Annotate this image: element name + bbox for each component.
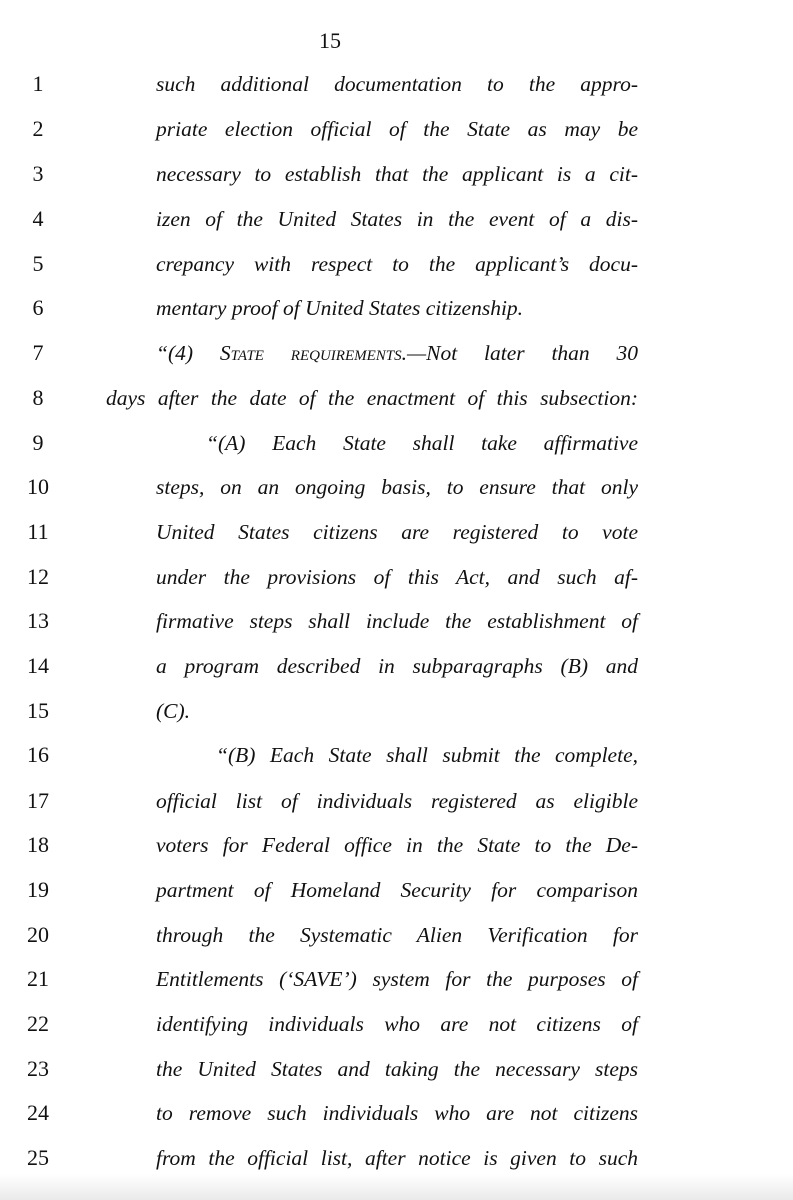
bottom-shadow — [0, 1174, 793, 1200]
line-text: necessary to establish that the applicant is a cit- — [156, 162, 638, 186]
text-line — [0, 159, 793, 189]
line-number: 10 — [27, 474, 49, 499]
text-line — [0, 920, 793, 950]
line-number: 12 — [27, 564, 49, 589]
text-line — [0, 1009, 793, 1039]
text-line — [0, 606, 793, 636]
line-number: 5 — [32, 251, 44, 276]
text-line — [0, 517, 793, 547]
line-number: 20 — [27, 922, 49, 947]
line-number: 3 — [32, 161, 44, 186]
line-number: 2 — [32, 116, 44, 141]
text-line — [0, 562, 793, 592]
text-line — [0, 204, 793, 234]
line-number: 6 — [32, 295, 44, 320]
text-line — [0, 69, 793, 99]
line-text: voters for Federal office in the State to the De- — [156, 833, 638, 857]
line-text: such additional documentation to the appro- — [156, 72, 638, 96]
line-text: “(A) Each State shall take affirmative — [206, 431, 638, 455]
line-number: 8 — [32, 385, 44, 410]
line-number: 24 — [27, 1100, 49, 1125]
text-line — [0, 875, 793, 905]
line-text: (C). — [156, 699, 191, 723]
text-line — [0, 383, 793, 413]
text-line — [0, 740, 793, 770]
line-number: 18 — [27, 832, 49, 857]
text-line — [0, 1098, 793, 1128]
line-text: “(B) Each State shall submit the complete, — [216, 743, 638, 767]
text-line — [0, 472, 793, 502]
line-number: 7 — [32, 340, 44, 365]
line-text: izen of the United States in the event of a dis- — [156, 207, 638, 231]
line-number: 14 — [27, 653, 49, 678]
section-heading: State requirements — [219, 341, 402, 365]
line-text: a program described in subparagraphs (B) and — [156, 654, 638, 678]
line-number: 11 — [27, 519, 49, 544]
line-number: 15 — [27, 698, 49, 723]
text-line — [0, 830, 793, 860]
line-text: official list of individuals registered as eligible — [156, 789, 638, 813]
text-line — [0, 338, 793, 368]
heading-continuation: .—Not later than 30 — [401, 341, 639, 365]
line-text: days after the date of the enactment of this subsection: — [106, 386, 638, 410]
text-line — [0, 1054, 793, 1084]
line-text: through the Systematic Alien Verification for — [156, 923, 638, 947]
line-number: 4 — [32, 206, 44, 231]
line-number: 17 — [27, 788, 49, 813]
line-number: 1 — [32, 71, 44, 96]
line-text-section-heading — [156, 338, 638, 368]
line-text: identifying individuals who are not citizens of — [156, 1012, 638, 1036]
text-line — [0, 786, 793, 816]
line-text: Entitlements (‘SAVE’) system for the purposes of — [156, 967, 638, 991]
line-number: 13 — [27, 608, 49, 633]
line-number: 23 — [27, 1056, 49, 1081]
text-line — [0, 114, 793, 144]
line-number: 16 — [27, 742, 49, 767]
line-text: priate election official of the State as may be — [156, 117, 638, 141]
page-number: 15 — [319, 28, 341, 53]
quote-prefix: “(4) — [156, 341, 220, 365]
line-text: United States citizens are registered to vote — [156, 520, 638, 544]
line-text: the United States and taking the necessary steps — [156, 1057, 638, 1081]
text-line — [0, 651, 793, 681]
line-text: partment of Homeland Security for comparison — [156, 878, 638, 902]
line-text: under the provisions of this Act, and such af- — [156, 565, 638, 589]
line-text: from the official list, after notice is given to such — [156, 1146, 638, 1170]
text-line — [0, 964, 793, 994]
line-text: steps, on an ongoing basis, to ensure that only — [156, 475, 638, 499]
line-text: mentary proof of United States citizenship. — [156, 296, 524, 320]
text-line — [0, 428, 793, 458]
line-text: crepancy with respect to the applicant’s docu- — [156, 252, 638, 276]
text-line — [0, 1143, 793, 1173]
text-line — [0, 696, 793, 726]
text-line — [0, 293, 793, 323]
line-text: to remove such individuals who are not citizens — [156, 1101, 638, 1125]
line-number: 19 — [27, 877, 49, 902]
line-text: firmative steps shall include the establishment of — [156, 609, 638, 633]
line-number: 21 — [27, 966, 49, 991]
line-number: 9 — [32, 430, 44, 455]
line-number: 22 — [27, 1011, 49, 1036]
text-line — [0, 249, 793, 279]
line-number: 25 — [27, 1145, 49, 1170]
